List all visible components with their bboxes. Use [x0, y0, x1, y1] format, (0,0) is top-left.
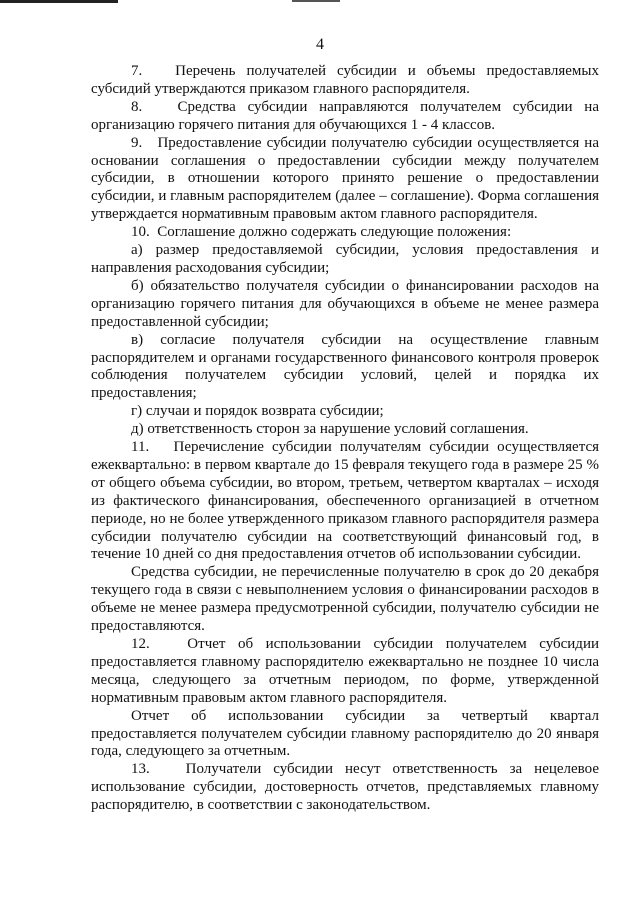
paragraph-item-10: 10. Соглашение должно содержать следующие положения: [131, 224, 512, 241]
subitem-b: б) обязательство получателя субсидии о финансировании расходов на организацию горячего питания для обучающихся в объеме не менее размера предоставленной субсидии; [91, 277, 599, 330]
subitem-g: г) случаи и порядок возврата субсидии; [131, 403, 384, 420]
paragraph-item-7: 7. Перечень получателей субсидии и объемы предоставляемых субсидий утверждаются приказом главного распорядителя. [91, 63, 599, 97]
paragraph-item-13: 13. Получатели субсидии несут ответственность за нецелевое использование субсидии, достоверность отчетов, представляемых главному распорядителю, в соответствии с законодательством. [91, 761, 599, 814]
page-number: 4 [316, 36, 324, 53]
paragraph-item-12-continuation: Отчет об использовании субсидии за четвертый квартал предоставляется получателем субсидии главному распорядителю до 20 января года, следующего за отчетным. [91, 707, 599, 760]
subitem-a: а) размер предоставляемой субсидии, условия предоставления и направления расходования субсидии; [91, 242, 599, 276]
paragraph-item-8: 8. Средства субсидии направляются получателем субсидии на организацию горячего питания для обучающихся 1 - 4 классов. [91, 98, 599, 133]
subitem-d: д) ответственность сторон за нарушение условий соглашения. [131, 421, 529, 438]
document-body [91, 63, 599, 815]
top-edge-rule [0, 0, 118, 3]
subitem-v: в) согласие получателя субсидии на осуществление главным распорядителем и органами государственного финансового контроля проверок соблюдения получателем субсидии условий, целей и порядка их предоставления; [91, 331, 599, 402]
paragraph-item-11: 11. Перечисление субсидии получателям субсидии осуществляется ежеквартально: в первом квартале до 15 февраля текущего года в размере 25 % от общего объема субсидии, во втором, третьем, четвертом кварталах – исходя из фактического финансирования, обеспеченного организацией в отчетном периоде, но не более утвержденного приказом главного распорядителя размера субсидии получателю субсидии на соответствующий финансовый год, в течение 10 дней со дня предоставления отчетов об использовании субсидии. [91, 439, 599, 563]
paragraph-item-11-continuation: Средства субсидии, не перечисленные получателю в срок до 20 декабря текущего года в связи с невыполнением условия о финансировании расходов в объеме не менее размера предусмотренной субсидии, получателю субсидии не предоставляются. [91, 564, 599, 635]
paragraph-item-12: 12. Отчет об использовании субсидии получателем субсидии предоставляется главному распорядителю ежеквартально не позднее 10 числа месяца, следующего за отчетным периодом, по форме, утвержденной нормативным правовым актом главного распорядителя. [91, 636, 599, 706]
paragraph-item-9: 9. Предоставление субсидии получателю субсидии осуществляется на основании соглашения о предоставлении субсидии между получателем субсидии, в отношении которого принято решение о предоставлении субсидии, и главным распорядителем (далее – соглашение). Форма соглашения утверждается нормативным правовым актом главного распорядителя. [91, 134, 599, 223]
top-edge-rule-short [292, 0, 340, 2]
